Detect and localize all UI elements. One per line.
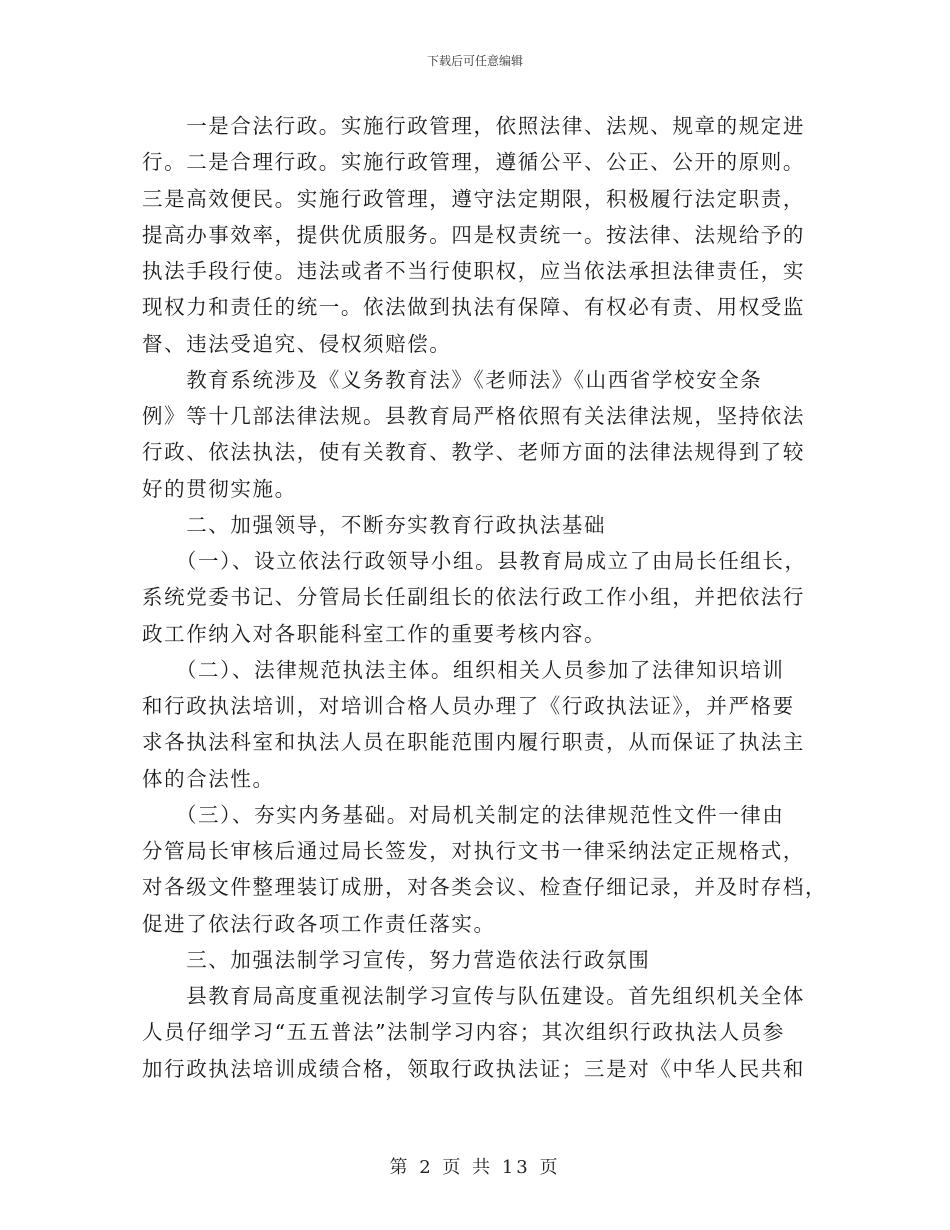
page-footer: 第 2 页 共 13 页 xyxy=(389,1157,561,1178)
text-line: 现权力和责任的统一。依法做到执法有保障、有权必有责、用权受监 xyxy=(142,295,805,320)
text-line: 例》等十几部法律法规。县教育局严格依照有关法律法规，坚持依法 xyxy=(142,404,805,428)
text-line: 教育系统涉及《义务教育法》《老师法》《山西省学校安全条 xyxy=(142,367,763,392)
text-line: 系统党委书记、分管局长任副组长的依法行政工作小组，并把依法行 xyxy=(142,585,805,610)
text-line: 县教育局高度重视法制学习宣传与队伍建设。首先组织机关全体 xyxy=(142,984,805,1008)
text-line: 三是高效便民。实施行政管理，遵守法定期限，积极履行法定职责， xyxy=(142,186,805,211)
text-line: 加行政执法培训成绩合格，领取行政执法证；三是对《中华人民共和 xyxy=(142,1056,805,1081)
section-heading: 二、加强领导，不断夯实教育行政执法基础 xyxy=(142,512,607,537)
text-line: 人员仔细学习“五五普法”法制学习内容；其次组织行政执法人员参 xyxy=(142,1020,785,1045)
text-line: 一是合法行政。实施行政管理，依照法律、法规、规章的规定进 xyxy=(142,114,805,138)
text-line: 好的贯彻实施。 xyxy=(142,476,297,501)
text-line: 政工作纳入对各职能科室工作的重要考核内容。 xyxy=(142,621,607,646)
text-line: 执法手段行使。违法或者不当行使职权，应当依法承担法律责任，实 xyxy=(142,259,805,283)
page-header: 下载后可任意编辑 xyxy=(426,54,523,68)
text-line: 对各级文件整理装订成册，对各类会议、检查仔细记录，并及时存档， xyxy=(142,875,828,900)
text-line: 督、违法受追究、侵权须赔偿。 xyxy=(142,331,452,356)
text-line: 和行政执法培训，对培训合格人员办理了《行政执法证》，并严格要 xyxy=(142,694,795,718)
text-line: 体的合法性。 xyxy=(142,766,275,791)
document-body xyxy=(142,108,828,1087)
text-line: （一）、设立依法行政领导小组。县教育局成立了由局长任组长， xyxy=(142,549,807,573)
text-line: （三）、夯实内务基础。对局机关制定的法律规范性文件一律由 xyxy=(142,802,785,827)
text-line: 求各执法科室和执法人员在职能范围内履行职责，从而保证了执法主 xyxy=(142,730,805,755)
text-line: 提高办事效率，提供优质服务。四是权责统一。按法律、法规给予的 xyxy=(142,222,805,247)
text-line: 分管局长审核后通过局长签发，对执行文书一律采纳法定正规格式， xyxy=(142,839,805,863)
text-line: 行政、依法执法，使有关教育、教学、老师方面的法律法规得到了较 xyxy=(142,440,805,465)
text-line: （二）、法律规范执法主体。组织相关人员参加了法律知识培训 xyxy=(142,657,785,682)
section-heading: 三、加强法制学习宣传，努力营造依法行政氛围 xyxy=(142,947,651,972)
text-line: 促进了依法行政各项工作责任落实。 xyxy=(142,911,496,936)
text-line: 行。二是合理行政。实施行政管理，遵循公平、公正、公开的原则。 xyxy=(142,150,805,175)
